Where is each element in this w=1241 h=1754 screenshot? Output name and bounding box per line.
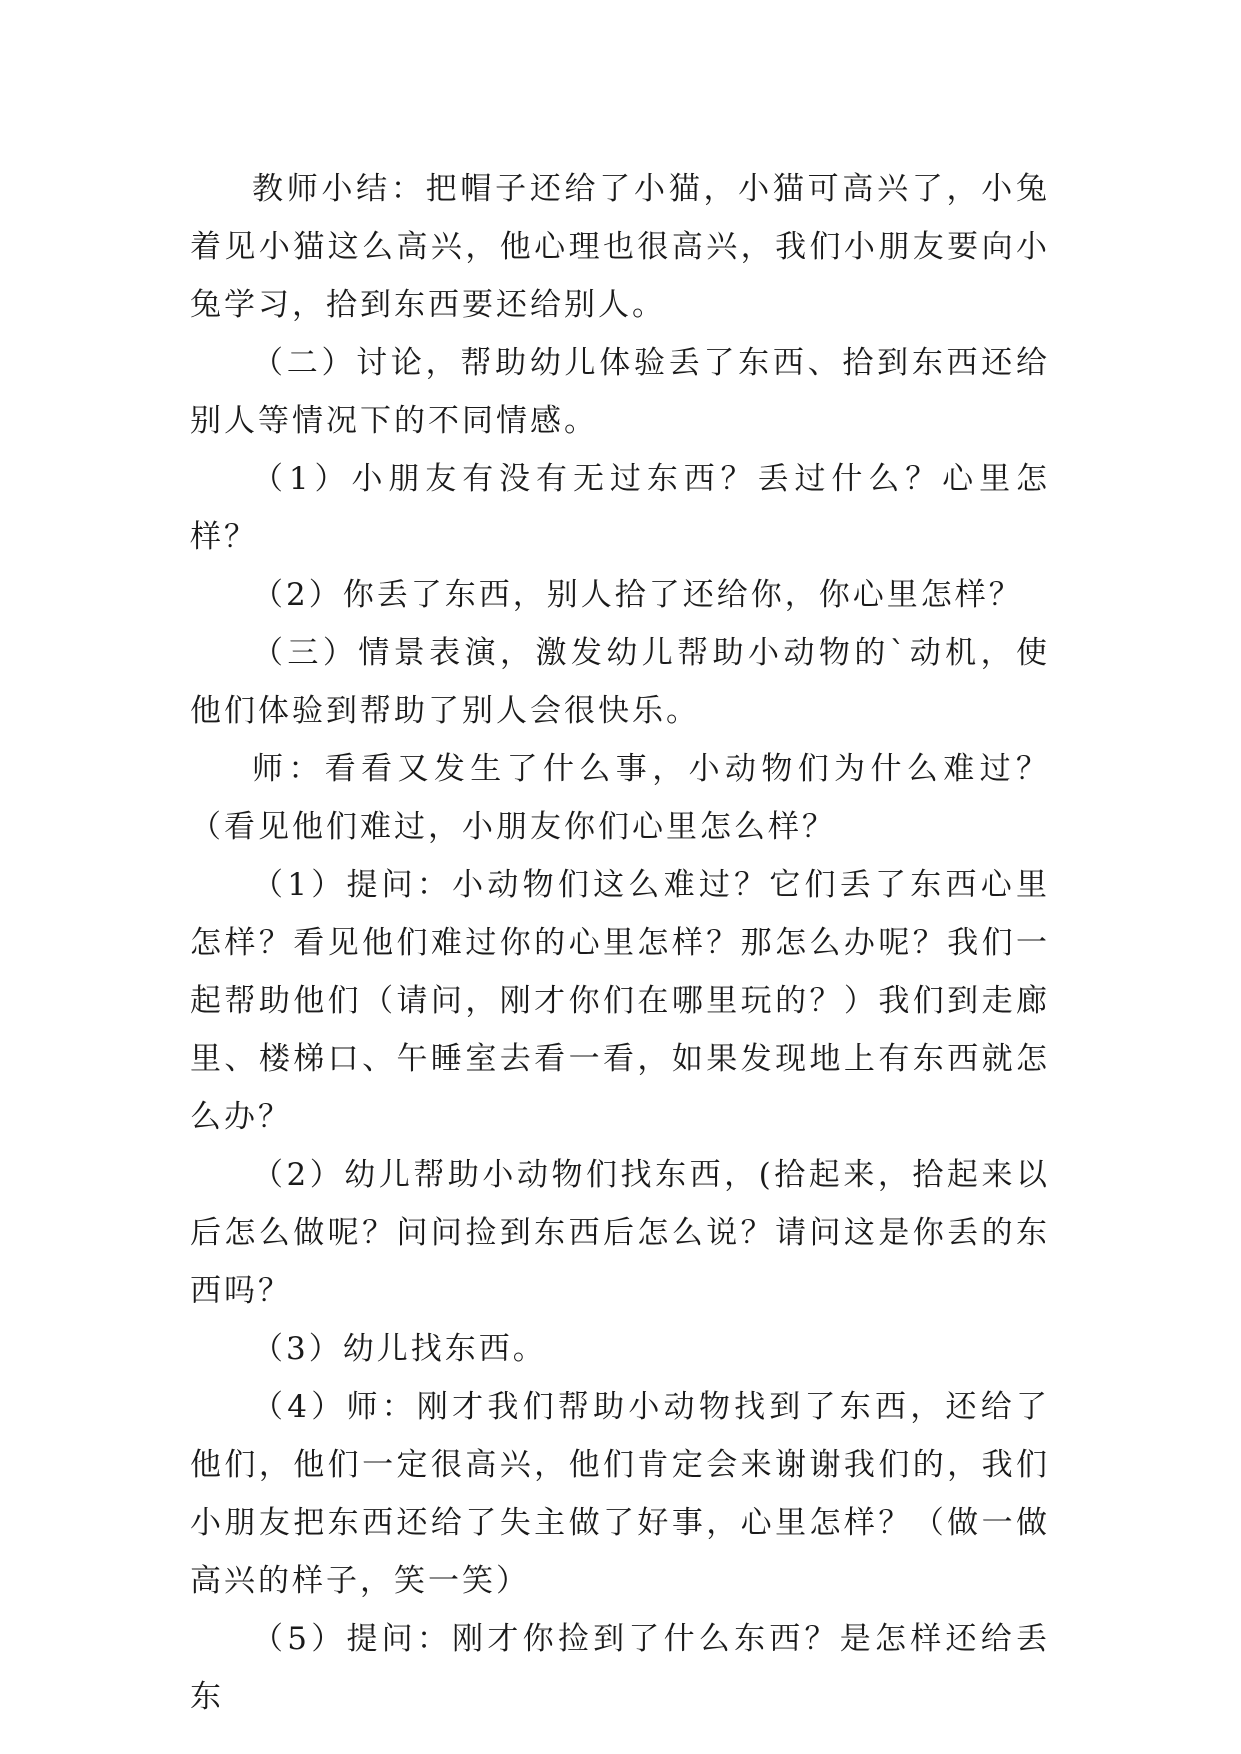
paragraph-question-2: （2）你丢了东西，别人拾了还给你，你心里怎样？ bbox=[252, 577, 1023, 613]
paragraph-step-4: （4）师：刚才我们帮助小动物找到了东西，还给了他们，他们一定很高兴，他们肯定会来谢谢我们的，我们小朋友把东西还给了失主做了好事，心里怎样？（做一做高兴的样子，笑一笑） bbox=[190, 1389, 1050, 1599]
paragraph-discussion-heading: （二）讨论，帮助幼儿体验丢了东西、拾到东西还给别人等情况下的不同情感。 bbox=[190, 345, 1050, 439]
document-body bbox=[190, 160, 1050, 1726]
paragraph-step-1: （1）提问：小动物们这么难过？它们丢了东西心里怎样？看见他们难过你的心里怎样？那怎么办呢？我们一起帮助他们（请问，刚才你们在哪里玩的？）我们到走廊里、楼梯口、午睡室去看一看，如果发现地上有东西就怎么办？ bbox=[190, 867, 1050, 1135]
paragraph-step-3: （3）幼儿找东西。 bbox=[252, 1331, 547, 1367]
paragraph-step-2: （2）幼儿帮助小动物们找东西，(拾起来，拾起来以后怎么做呢？问问捡到东西后怎么说？请问这是你丢的东西吗？ bbox=[190, 1157, 1050, 1309]
paragraph-teacher-prompt: 师：看看又发生了什么事，小动物们为什么难过？（看见他们难过，小朋友你们心里怎么样？ bbox=[190, 751, 1050, 845]
paragraph-step-5: （5）提问：刚才你捡到了什么东西？是怎样还给丢东 bbox=[190, 1621, 1050, 1715]
paragraph-teacher-summary: 教师小结：把帽子还给了小猫，小猫可高兴了，小兔着见小猫这么高兴，他心理也很高兴，我们小朋友要向小兔学习，拾到东西要还给别人。 bbox=[190, 171, 1050, 323]
paragraph-question-1: （1）小朋友有没有无过东西？丢过什么？心里怎样？ bbox=[190, 461, 1050, 555]
paragraph-roleplay-heading: （三）情景表演，激发幼儿帮助小动物的`动机，使他们体验到帮助了别人会很快乐。 bbox=[190, 635, 1050, 729]
